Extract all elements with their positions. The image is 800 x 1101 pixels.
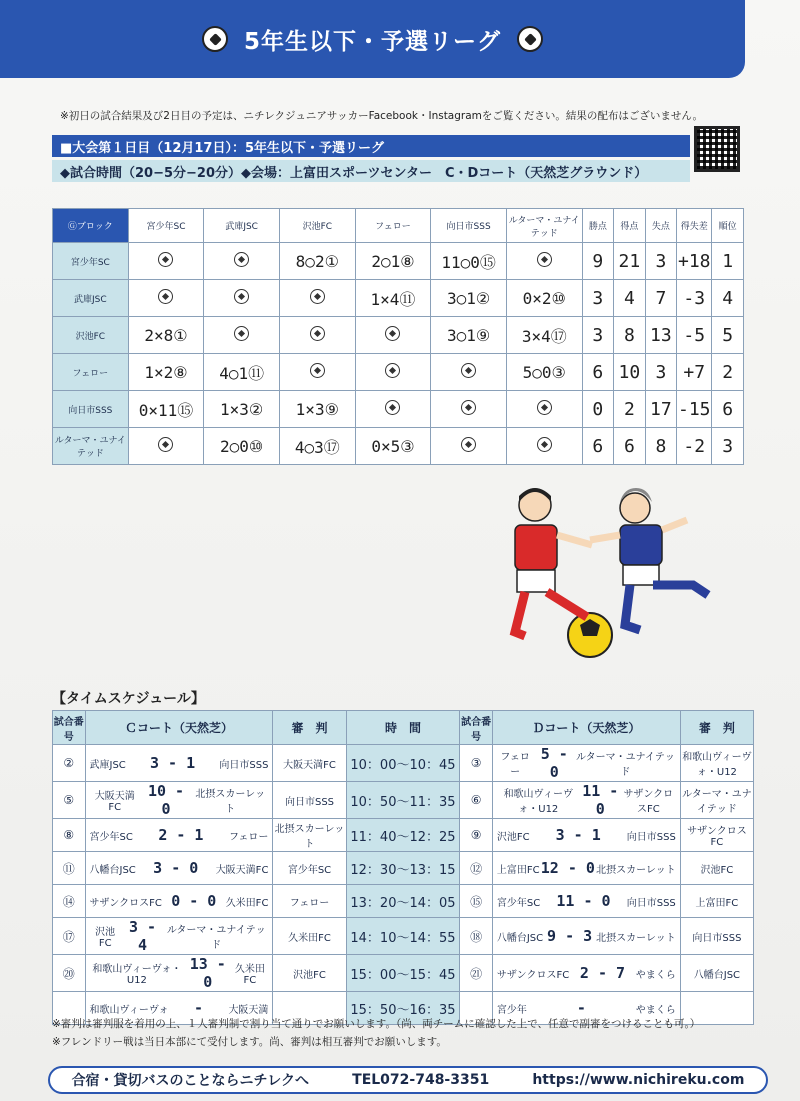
league-stat: 2 [712, 354, 744, 391]
match-score: 2○1⑧ [355, 243, 431, 280]
referee: サザンクロスFC [680, 819, 753, 852]
match-result: 3 - 1 [555, 826, 601, 844]
league-stat-header: 順位 [712, 209, 744, 243]
league-stat: 6 [582, 428, 614, 465]
c-court-match [85, 885, 273, 918]
league-stat: 17 [645, 391, 677, 428]
footer-text: 合宿・貸切バスのことならニチレクへ [71, 1073, 310, 1089]
match-line [493, 927, 680, 945]
home-team: 武庫JSC [89, 759, 126, 771]
referee: 沢池FC [273, 955, 346, 992]
soccer-ball-icon [204, 280, 280, 317]
match-score: 5○0③ [506, 354, 582, 391]
away-team: やまくら [635, 969, 676, 981]
league-row-team: 宮少年SC [53, 243, 129, 280]
match-line [493, 782, 680, 818]
soccer-ball-icon [128, 428, 204, 465]
league-team-header: 沢池FC [279, 209, 355, 243]
away-team: 大阪天満FC [215, 864, 269, 876]
soccer-ball-icon [506, 428, 582, 465]
referee: 向日市SSS [273, 782, 346, 819]
league-row [53, 317, 744, 354]
foot-note: ※フレンドリー戦は当日本部にて受付します。尚、審判は相互審判でお願いします。 [52, 1036, 447, 1048]
match-number: ㉑ [460, 955, 493, 992]
league-row [53, 391, 744, 428]
league-stat: 6 [582, 354, 614, 391]
match-line [86, 782, 273, 818]
away-team: 向日市SSS [626, 831, 676, 843]
soccer-ball-icon [234, 326, 249, 341]
league-team-header: 向日市SSS [431, 209, 507, 243]
c-court-match [85, 782, 273, 819]
soccer-ball-icon [461, 437, 476, 452]
match-line [86, 918, 273, 954]
league-stat: -15 [677, 391, 712, 428]
match-line [86, 754, 273, 772]
match-result: - [576, 999, 586, 1017]
match-line [493, 745, 680, 781]
referee: 北摂スカーレット [273, 819, 346, 852]
league-stat: 3 [582, 317, 614, 354]
match-time: 14：10〜14：55 [346, 918, 460, 955]
match-result: - [193, 999, 203, 1017]
league-table [52, 208, 744, 465]
match-line [86, 826, 273, 844]
soccer-ball-icon [385, 326, 400, 341]
foot-note: ※審判は審判服を着用の上、１人審判制で割り当て通りでお願いします。（尚、両チームに確認した上で、任意で副審をつけることも可。） [52, 1018, 701, 1030]
soccer-ball-icon [234, 252, 249, 267]
home-team: 沢池FC [95, 927, 116, 949]
league-row-team: 向日市SSS [53, 391, 129, 428]
match-score: 4○1⑪ [204, 354, 280, 391]
match-number: ⑭ [53, 885, 86, 918]
d-court-match [492, 745, 680, 782]
match-score: 2×8① [128, 317, 204, 354]
match-score: 11○0⑮ [431, 243, 507, 280]
league-stat: 2 [614, 391, 646, 428]
match-score: 1×3② [204, 391, 280, 428]
match-score: 1×2⑧ [128, 354, 204, 391]
home-team: 宮少年SC [496, 897, 541, 909]
match-score: 3○1② [431, 280, 507, 317]
soccer-ball-icon [355, 317, 431, 354]
col-d-court: Ｄコート（天然芝） [492, 711, 680, 745]
league-stat: -3 [677, 280, 712, 317]
league-stat: 9 [582, 243, 614, 280]
match-score: 3×4⑰ [506, 317, 582, 354]
league-stat: 3 [712, 428, 744, 465]
referee: 沢池FC [680, 852, 753, 885]
match-line [493, 826, 680, 844]
league-row [53, 243, 744, 280]
referee: 和歌山ヴィーヴォ・U12 [680, 745, 753, 782]
match-line [86, 859, 273, 877]
home-team: 宮少年 [496, 1004, 527, 1016]
home-team: 宮少年SC [89, 831, 133, 843]
league-stat: 4 [614, 280, 646, 317]
away-team: 北摂スカーレット [195, 789, 266, 815]
soccer-ball-icon [431, 428, 507, 465]
league-stat: 0 [582, 391, 614, 428]
soccer-ball-icon [310, 326, 325, 341]
match-number: ⑥ [460, 782, 493, 819]
match-result: 2 - 7 [579, 964, 626, 982]
league-stat: 7 [645, 280, 677, 317]
league-stat: 13 [645, 317, 677, 354]
schedule-title: 【タイムスケジュール】 [52, 691, 205, 707]
soccer-ball-icon [204, 243, 280, 280]
league-stat: 8 [614, 317, 646, 354]
top-note: ※初日の試合結果及び2日目の予定は、ニチレクジュニアサッカーFacebook・Instagramをご覧ください。結果の配布はございません。 [60, 110, 704, 122]
d-court-match [492, 782, 680, 819]
match-result: 5 - 0 [540, 745, 568, 781]
match-number: ⑤ [53, 782, 86, 819]
soccer-ball-icon [128, 280, 204, 317]
match-result: 10 - 0 [147, 782, 185, 818]
schedule-row [53, 918, 754, 955]
col-time: 時 間 [346, 711, 460, 745]
home-team: 大阪天満FC [94, 791, 135, 813]
match-result: 3 - 0 [153, 859, 199, 877]
soccer-ball-icon [355, 391, 431, 428]
soccer-ball-icon [234, 289, 249, 304]
page-title: 5年生以下・予選リーグ [243, 28, 501, 55]
match-line [86, 999, 273, 1017]
away-team: 久米田FC [234, 964, 265, 986]
match-line [86, 955, 273, 991]
schedule-row [53, 885, 754, 918]
home-team: フェロー [500, 752, 530, 778]
home-team: 和歌山ヴィーヴォ・U12 [503, 789, 573, 815]
home-team: 上富田FC [496, 864, 540, 876]
header-banner [0, 0, 745, 78]
away-team: ルターマ・ユナイテッド [166, 925, 266, 951]
col-ref: 審 判 [680, 711, 753, 745]
league-stat: 3 [582, 280, 614, 317]
soccer-ball-icon [385, 400, 400, 415]
footer-banner [48, 1066, 768, 1094]
league-stat: 4 [712, 280, 744, 317]
soccer-ball-icon [279, 280, 355, 317]
footer-tel: TEL072-748-3351 [352, 1072, 490, 1088]
home-team: 和歌山ヴィーヴォ [89, 1004, 169, 1016]
match-line [493, 964, 680, 982]
home-team: 八幡台JSC [89, 864, 136, 876]
d-court-match [492, 955, 680, 992]
away-team: 北摂スカーレット [596, 864, 676, 876]
league-team-header: 宮少年SC [128, 209, 204, 243]
match-number: ⑰ [53, 918, 86, 955]
match-time: 13：20〜14：05 [346, 885, 460, 918]
soccer-ball-icon [537, 437, 552, 452]
match-result: 3 - 4 [128, 918, 157, 954]
col-c-court: Ｃコート（天然芝） [85, 711, 273, 745]
soccer-ball-icon [204, 317, 280, 354]
c-court-match [85, 852, 273, 885]
soccer-ball-icon [461, 400, 476, 415]
soccer-ball-icon [355, 354, 431, 391]
league-stat: 5 [712, 317, 744, 354]
league-stat: +18 [677, 243, 712, 280]
league-row [53, 428, 744, 465]
soccer-ball-icon [385, 363, 400, 378]
match-line [493, 859, 680, 877]
league-row [53, 354, 744, 391]
league-stat: 1 [712, 243, 744, 280]
soccer-ball-icon [279, 317, 355, 354]
soccer-ball-icon [158, 289, 173, 304]
league-stat: +7 [677, 354, 712, 391]
match-score: 2○0⑩ [204, 428, 280, 465]
league-stat: 3 [645, 243, 677, 280]
col-num: 試合番号 [53, 711, 86, 745]
league-stat: 6 [712, 391, 744, 428]
soccer-ball-icon [431, 354, 507, 391]
match-time: 10：50〜11：35 [346, 782, 460, 819]
schedule-row [53, 955, 754, 992]
match-time: 12：30〜13：15 [346, 852, 460, 885]
match-time: 15：00〜15：45 [346, 955, 460, 992]
referee: 八幡台JSC [680, 955, 753, 992]
away-team: 大阪天満 [228, 1004, 269, 1016]
schedule-row [53, 819, 754, 852]
day-bar: ■大会第１日目（12月17日）：5年生以下・予選リーグ [52, 135, 690, 157]
home-team: サザンクロスFC [496, 969, 570, 981]
match-score: 0×5③ [355, 428, 431, 465]
league-stat-header: 勝点 [582, 209, 614, 243]
soccer-ball-icon [461, 363, 476, 378]
referee: 上富田FC [680, 885, 753, 918]
match-number: ③ [460, 745, 493, 782]
match-result: 13 - 0 [189, 955, 226, 991]
away-team: ルターマ・ユナイテッド [576, 752, 675, 778]
soccer-ball-icon [310, 289, 325, 304]
d-court-match [492, 819, 680, 852]
away-team: 向日市SSS [219, 759, 269, 771]
c-court-match [85, 955, 273, 992]
schedule-row [53, 745, 754, 782]
schedule-row [53, 852, 754, 885]
league-row-team: ルターマ・ユナイテッド [53, 428, 129, 465]
soccer-ball-icon [158, 437, 173, 452]
d-court-match [492, 852, 680, 885]
away-team: 向日市SSS [626, 897, 676, 909]
league-stat-header: 失点 [645, 209, 677, 243]
away-team: サザンクロスFC [623, 789, 674, 815]
col-num: 試合番号 [460, 711, 493, 745]
referee: フェロー [273, 885, 346, 918]
soccer-ball-icon [310, 363, 325, 378]
league-stat: 21 [614, 243, 646, 280]
block-label: Ⓖブロック [53, 209, 129, 243]
match-result: 2 - 1 [158, 826, 204, 844]
match-score: 1×3⑨ [279, 391, 355, 428]
soccer-ball-icon [279, 354, 355, 391]
referee: 向日市SSS [680, 918, 753, 955]
home-team: サザンクロスFC [89, 897, 162, 909]
home-team: 和歌山ヴィーヴォ・U12 [92, 964, 182, 986]
league-row [53, 280, 744, 317]
soccer-ball-icon [128, 243, 204, 280]
match-number: ⑳ [53, 955, 86, 992]
venue-bar: ◆試合時間（20−5分−20分）◆会場：上富田スポーツセンター C・Dコート（天然芝グラウンド） [52, 160, 690, 182]
league-row-team: 武庫JSC [53, 280, 129, 317]
referee: 宮少年SC [273, 852, 346, 885]
home-team: 八幡台JSC [496, 932, 544, 944]
league-stat: 8 [645, 428, 677, 465]
match-number: ⑨ [460, 819, 493, 852]
soccer-ball-icon [506, 243, 582, 280]
league-stat: -5 [677, 317, 712, 354]
match-result: 12 - 0 [540, 859, 595, 877]
match-line [493, 892, 680, 910]
match-time: 15：50〜16：35 [346, 992, 460, 1025]
league-stat: -2 [677, 428, 712, 465]
soccer-ball-icon [202, 26, 228, 52]
match-score: 8○2① [279, 243, 355, 280]
match-score: 4○3⑰ [279, 428, 355, 465]
league-stat: 10 [614, 354, 646, 391]
away-team: やまくら [635, 1004, 676, 1016]
soccer-ball-icon [517, 26, 543, 52]
league-team-header: ルターマ・ユナイテッド [506, 209, 582, 243]
match-result: 0 - 0 [171, 892, 217, 910]
schedule-row [53, 782, 754, 819]
match-number: ⑮ [460, 885, 493, 918]
soccer-ball-icon [506, 391, 582, 428]
c-court-match [85, 918, 273, 955]
d-court-match [492, 885, 680, 918]
schedule-table [52, 710, 754, 1025]
referee: ルターマ・ユナイテッド [680, 782, 753, 819]
footer-url[interactable]: https://www.nichireku.com [532, 1072, 745, 1088]
match-time: 10：00〜10：45 [346, 745, 460, 782]
soccer-players-illustration [495, 480, 755, 670]
league-stat: 6 [614, 428, 646, 465]
referee: 大阪天満FC [273, 745, 346, 782]
away-team: 久米田FC [225, 897, 269, 909]
soccer-ball-icon [431, 391, 507, 428]
league-stat: 3 [645, 354, 677, 391]
match-result: 9 - 3 [547, 927, 593, 945]
match-result: 11 - 0 [582, 782, 619, 818]
qr-code-icon [694, 126, 740, 172]
match-line [86, 892, 273, 910]
match-result: 3 - 1 [150, 754, 196, 772]
match-score: 3○1⑨ [431, 317, 507, 354]
league-row-team: 沢池FC [53, 317, 129, 354]
match-score: 0×2⑩ [506, 280, 582, 317]
away-team: 北摂スカーレット [596, 932, 676, 944]
match-score: 1×4⑪ [355, 280, 431, 317]
match-number: ⑱ [460, 918, 493, 955]
col-ref: 審 判 [273, 711, 346, 745]
referee: 久米田FC [273, 918, 346, 955]
match-number: ⑪ [53, 852, 86, 885]
match-line [493, 999, 680, 1017]
match-number: ⑫ [460, 852, 493, 885]
league-stat-header: 得失差 [677, 209, 712, 243]
d-court-match [492, 918, 680, 955]
match-score: 0×11⑮ [128, 391, 204, 428]
soccer-ball-icon [537, 400, 552, 415]
c-court-match [85, 819, 273, 852]
soccer-ball-icon [537, 252, 552, 267]
league-row-team: フェロー [53, 354, 129, 391]
match-time: 11：40〜12：25 [346, 819, 460, 852]
away-team: フェロー [228, 831, 269, 843]
home-team: 沢池FC [496, 831, 530, 843]
league-team-header: 武庫JSC [204, 209, 280, 243]
league-team-header: フェロー [355, 209, 431, 243]
match-number: ⑧ [53, 819, 86, 852]
soccer-ball-icon [158, 252, 173, 267]
league-stat-header: 得点 [614, 209, 646, 243]
match-result: 11 - 0 [556, 892, 611, 910]
match-number: ② [53, 745, 86, 782]
c-court-match [85, 745, 273, 782]
